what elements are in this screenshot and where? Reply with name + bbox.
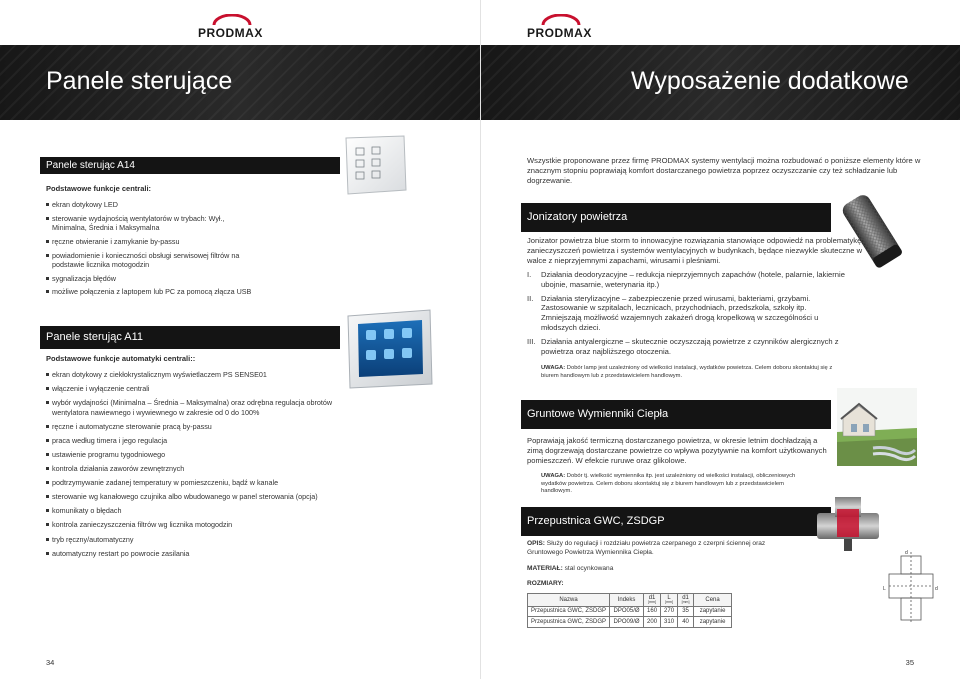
damper-description bbox=[527, 540, 767, 558]
list-item: sterowanie wydajnością wentylatorów w trybach: Wył., Minimalna, Średnia i Maksymalna bbox=[46, 214, 246, 233]
list-item: ekran dotykowy LED bbox=[46, 200, 286, 210]
damper-material bbox=[527, 564, 767, 574]
material-text: stal ocynkowana bbox=[564, 565, 614, 572]
ground-exchanger-image bbox=[837, 388, 917, 466]
damper-sizes-table bbox=[527, 593, 732, 628]
brand-name: PRODMAX bbox=[527, 26, 592, 40]
material-label: MATERIAŁ: bbox=[527, 565, 563, 572]
section-heading-a14: Panele sterując A14 bbox=[40, 157, 340, 174]
column-header: d1 [mm] bbox=[644, 594, 661, 607]
list-item: ręczne otwieranie i zamykanie by-passu bbox=[46, 237, 286, 247]
page-number: 35 bbox=[905, 658, 914, 667]
list-item: sygnalizacja błędów bbox=[46, 274, 286, 284]
a14-subheading: Podstawowe funkcje centrali: bbox=[46, 184, 152, 193]
panel-a14-image bbox=[340, 134, 410, 196]
ionizers-text: Jonizator powietrza blue storm to innowacyjne rozwiązania stanowiące odpowiedź na problematykę zanieczyszczeń powietrza i systemów wentylacyjnych w budynkach, będące niezwykle skuteczne w walce z nieprzyjemnymi zapachami, wirusami i pleśniami. bbox=[527, 236, 863, 265]
right-page bbox=[480, 0, 960, 679]
diagram-label-d: d bbox=[905, 550, 908, 556]
list-item: praca według timera i jego regulacja bbox=[46, 436, 346, 446]
ionizers-note bbox=[541, 365, 841, 380]
section-heading-ground-exchangers: Gruntowe Wymienniki Ciepła bbox=[521, 400, 831, 429]
list-item: możliwe połączenia z laptopem lub PC za pomocą złącza USB bbox=[46, 287, 286, 297]
list-item: sterowanie wg kanałowego czujnika albo wbudowanego w panel sterowania (opcja) bbox=[46, 492, 346, 502]
list-item: kontrola zanieczyszczenia filtrów wg licznika motogodzin bbox=[46, 520, 346, 530]
list-item: tryb ręczny/automatyczny bbox=[46, 535, 346, 545]
column-header: d1 [mm] bbox=[678, 594, 694, 607]
page-number: 34 bbox=[46, 658, 55, 667]
column-header: Indeks bbox=[610, 594, 644, 607]
column-header: Nazwa bbox=[528, 594, 610, 607]
list-item: ekran dotykowy z ciekłokrystalicznym wyświetlaczem PS SENSE01 bbox=[46, 370, 346, 380]
note-text: Dobór lamp jest uzależniony od wielkości instalacji, wydatków powietrza. Celem doboru skontaktuj się z biurem handlowym lub z przedstawicielem handlowym. bbox=[541, 365, 833, 379]
ionizers-effects-list bbox=[527, 270, 847, 360]
table-header-row bbox=[528, 594, 732, 607]
page-title: Wyposażenie dodatkowe bbox=[631, 67, 909, 95]
damper-image bbox=[811, 493, 885, 555]
section-heading-a11: Panele sterując A11 bbox=[40, 326, 340, 349]
brand-name: PRODMAX bbox=[198, 26, 263, 40]
note-text: Dobór tj. wielkość wymiennika itp. jest uzależniony od wielkości instalacji, obliczeniowych wydatków powietrza. Celem doboru skontaktuj się z biurem handlowym lub z przedstawicielem handlowym. bbox=[541, 473, 796, 495]
title-banner bbox=[481, 45, 960, 120]
note-label: UWAGA: bbox=[541, 473, 566, 479]
damper-sizes-label: ROZMIARY: bbox=[527, 580, 564, 587]
column-header: L [mm] bbox=[661, 594, 678, 607]
table-row: Przepustnica GWC, ZSDGP DPO09/Ø 200 310 40 zapytanie bbox=[528, 617, 732, 628]
opis-text: Służy do regulacji i rozdziału powietrza czerpanego z czerpni ściennej oraz Gruntowego Powietrza Wymiennika Ciepła. bbox=[527, 540, 766, 556]
list-item: automatyczny restart po powrocie zasilania bbox=[46, 549, 346, 559]
title-banner bbox=[0, 45, 480, 120]
list-item: II. Działania sterylizacyjne – zabezpieczenie przed wirusami, bakteriami, grzybami. Zastosowanie w szpitalach, lecznicach, przychodniach, przedszkola, szkoły itp. Zmniejszają możliwość wzajemnych zakażeń drogą kropelkową w szczególności u młodszych dzieci. bbox=[527, 293, 819, 332]
section-heading-ionizers: Jonizatory powietrza bbox=[521, 203, 831, 232]
list-item: wybór wydajności (Minimalna – Średnia – Maksymalna) oraz odrębna regulacja obrotów wentylatora nawiewnego i wywiewnego w zakresie od 0 do 100% bbox=[46, 398, 342, 417]
a11-feature-list bbox=[46, 370, 346, 563]
column-header: Cena bbox=[694, 594, 732, 607]
list-item: podtrzymywanie zadanej temperatury w pomieszczeniu, bądź w kanale bbox=[46, 478, 346, 488]
list-item: I. Działania deodoryzacyjne – redukcja nieprzyjemnych zapachów (hotele, palarnie, lakiernie ubojnie, masarnie, weterynaria itp.) bbox=[527, 270, 845, 289]
intro-text: Wszystkie proponowane przez firmę PRODMAX systemy wentylacji można rozbudować o poniższe elementy które w znacznym stopniu poprawiają komfort dostarczanego powietrza poprzez oczyszczanie czy też schładzanie lub dogrzewanie. bbox=[527, 156, 921, 185]
ground-exchangers-text: Poprawiają jakość termiczną dostarczanego powietrza, w okresie letnim dochładzają a zimą dogrzewają dostarczane powietrze co wpływa pozytywnie na komfort użytkowanych pomieszczeń. W efekcie ruruwe oraz glikolowe. bbox=[527, 436, 827, 465]
damper-drawing bbox=[881, 550, 941, 626]
panel-a11-image bbox=[344, 308, 436, 390]
section-heading-damper: Przepustnica GWC, ZSDGP bbox=[521, 507, 831, 536]
ground-exchangers-note bbox=[541, 473, 811, 496]
diagram-label-d: d bbox=[935, 586, 938, 592]
brand-logo bbox=[198, 16, 263, 40]
list-item: włączenie i wyłączenie centrali bbox=[46, 384, 346, 394]
logo-arc-icon bbox=[541, 14, 581, 26]
note-label: UWAGA: bbox=[541, 365, 566, 371]
list-item: III. Działania antyalergiczne – skutecznie oczyszczają powietrze z czynników alergicznych z powietrza oraz najbliższego otoczenia. bbox=[527, 336, 839, 356]
diagram-label-l: L bbox=[883, 586, 886, 592]
table-row: Przepustnica GWC, ZSDGP DPO05/Ø 160 270 35 zapytanie bbox=[528, 606, 732, 617]
a14-feature-list bbox=[46, 200, 286, 301]
logo-arc-icon bbox=[212, 14, 252, 26]
opis-label: OPIS: bbox=[527, 540, 545, 547]
list-item: kontrola działania zaworów zewnętrznych bbox=[46, 464, 346, 474]
page-title: Panele sterujące bbox=[46, 67, 233, 95]
list-item: ręczne i automatyczne sterowanie pracą by-passu bbox=[46, 422, 346, 432]
list-item: komunikaty o błędach bbox=[46, 506, 346, 516]
list-item: powiadomienie i konieczności obsługi serwisowej filtrów na podstawie licznika motogodzin bbox=[46, 251, 246, 270]
list-item: ustawienie programu tygodniowego bbox=[46, 450, 346, 460]
brand-logo bbox=[527, 16, 592, 40]
a11-subheading: Podstawowe funkcje automatyki centrali:: bbox=[46, 354, 196, 363]
